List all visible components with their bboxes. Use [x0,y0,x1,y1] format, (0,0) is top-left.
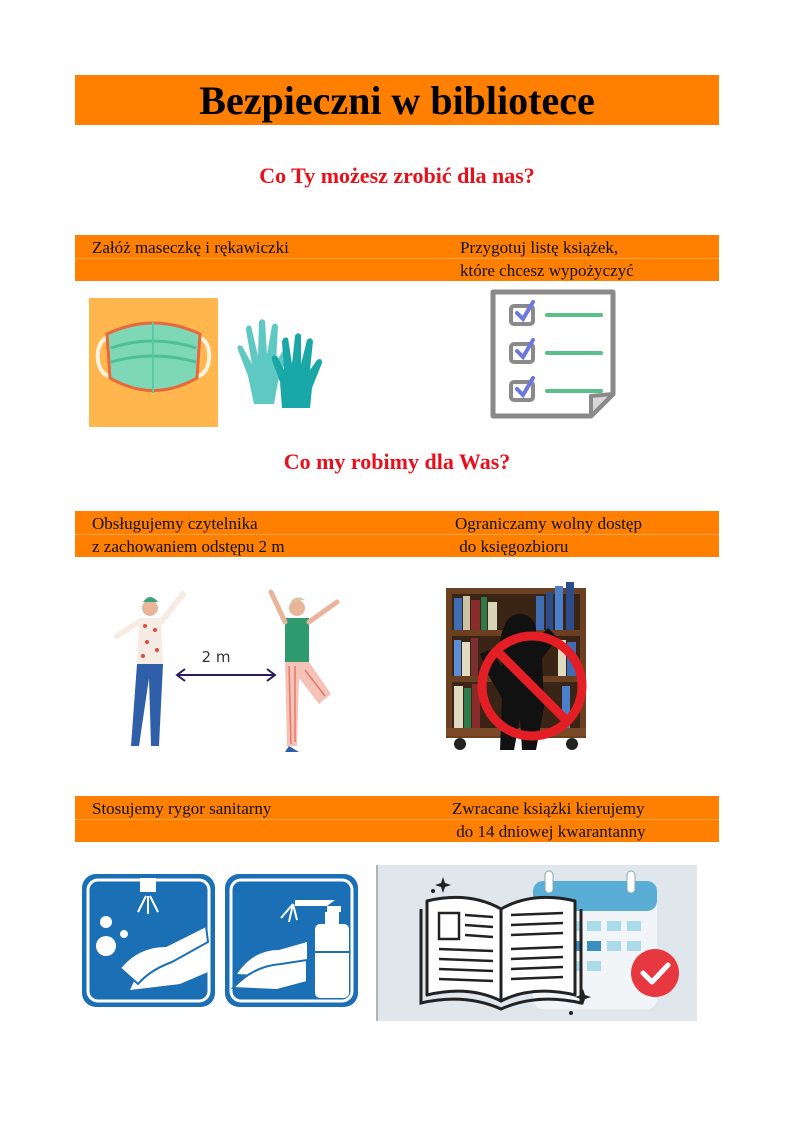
distance-label: 2 m [201,648,231,666]
section1-left-line1: Załóż maseczkę i rękawiczki [92,238,289,257]
book-calendar-icon [377,865,697,1021]
section1-heading: Co Ty możesz zrobić dla nas? [259,163,535,188]
checklist-icon [489,288,619,421]
mask-icon [89,298,218,427]
sanitizer-icon [223,872,360,1009]
section2-left-line1: Obsługujemy czytelnika [92,514,258,533]
section3-left-line1: Stosujemy rygor sanitarny [92,799,272,818]
section1-right-line1: Przygotuj listę książek, [460,238,619,257]
section2-heading: Co my robimy dla Was? [283,449,511,474]
section2-right-line1: Ograniczamy wolny dostęp [455,514,642,533]
section3-right-line1: Zwracane książki kierujemy [452,799,645,818]
section2-right-line2: do księgozbioru [455,537,569,556]
page-title: Bezpieczni w bibliotece [199,78,595,123]
distance-illustration [105,586,345,756]
handwash-icon [80,872,217,1009]
no-access-bookshelf-icon [440,578,590,756]
section2-left-line2: z zachowaniem odstępu 2 m [92,537,285,556]
section1-right-line2: które chcesz wypożyczyć [460,261,634,280]
gloves-icon [234,316,326,410]
section3-right-line2: do 14 dniowej kwarantanny [452,822,646,841]
